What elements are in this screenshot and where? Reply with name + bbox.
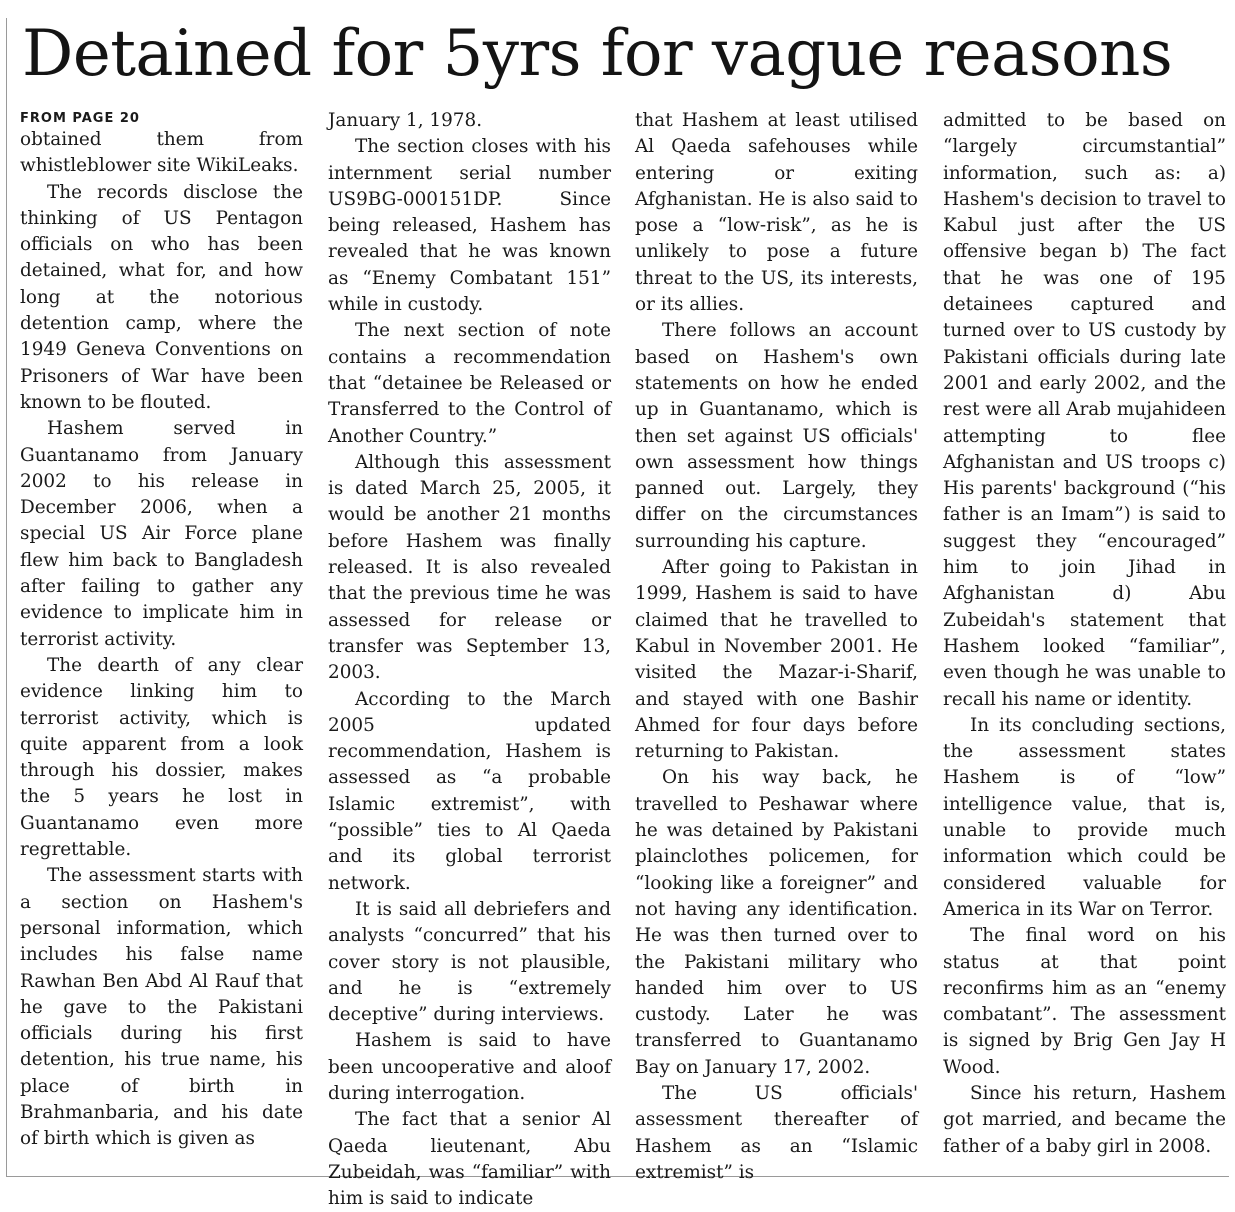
paragraph: The fact that a senior Al Qaeda lieutenant, Abu Zubeidah, was “familiar” with him is said to indicate <box>328 1109 611 1210</box>
paragraph: that Hashem at least utilised Al Qaeda safehouses while entering or exiting Afghanistan. He is also said to pose a “low-risk”, as he is unlikely to pose a future threat to the US, its interests, or its allies. <box>635 110 918 316</box>
paragraph: It is said all debriefers and analysts “concurred” that his cover story is not plausible, and he is “extremely deceptive” during interviews. <box>328 898 611 1026</box>
column-2 <box>328 108 611 1210</box>
paragraph: There follows an account based on Hashem's own statements on how he ended up in Guantanamo, which is then set against US officials' own assessment how things panned out. Largely, they differ on the circumstances surrounding his capture. <box>635 320 918 552</box>
paragraph: January 1, 1978. <box>328 110 483 131</box>
paragraph: Hashem is said to have been uncooperative and aloof during interrogation. <box>328 1030 611 1104</box>
paragraph: Since his return, Hashem got married, and became the father of a baby girl in 2008. <box>943 1082 1226 1157</box>
paragraph: The records disclose the thinking of US Pentagon officials on who has been detained, what for, and how long at the notorious detention camp, where the 1949 Geneva Conventions on Prisoners of War have been known to be flouted. <box>20 181 303 413</box>
paragraph: In its concluding sections, the assessment states Hashem is of “low” intelligence value, that is, unable to provide much information which could be considered valuable for America in its War on Terror. <box>943 714 1226 920</box>
paragraph: admitted to be based on “largely circumstantial” information, such as: a) Hashem's decision to travel to Kabul just after the US offensive began b) The fact that he was one of 195 detainees captured and turned over to US custody by Pakistani officials during late 2001 and early 2002, and the rest were all Arab mujahideen attempting to flee Afghanistan and US troops c) His parents' background (“his father is an Imam”) is said to suggest they “encouraged” him to join Jihad in Afghanistan d) Abu Zubeidah's statement that Hashem looked “familiar”, even though he was unable to recall his name or identity. <box>943 110 1226 710</box>
headline: Detained for 5yrs for vague reasons <box>22 17 1173 91</box>
paragraph: The assessment starts with a section on Hashem's personal information, which includes his false name Rawhan Ben Abd Al Rauf that he gave to the Pakistani officials during his first detention, his true name, his place of birth in Brahmanbaria, and his date of birth which is given as <box>20 865 303 1150</box>
column-3 <box>635 108 918 1183</box>
column-4 <box>943 108 1226 1168</box>
paragraph: The section closes with his internment serial number US9BG-000151DP. Since being released, Hashem has revealed that he was known as “Enemy Combatant 151” while in custody. <box>328 136 611 316</box>
paragraph: Hashem served in Guantanamo from January 2002 to his release in December 2006, when a special US Air Force plane flew him back to Bangladesh after failing to gather any evidence to implicate him in terrorist activity. <box>20 418 303 650</box>
paragraph: According to the March 2005 updated recommendation, Hashem is assessed as “a probable Islamic extremist”, with “possible” ties to Al Qaeda and its global terrorist network. <box>328 688 611 894</box>
paragraph: The dearth of any clear evidence linking him to terrorist activity, which is quite apparent from a look through his dossier, makes the 5 years he lost in Guantanamo even more regrettable. <box>20 654 303 861</box>
paragraph: Although this assessment is dated March 25, 2005, it would be another 21 months before Hashem was finally released. It is also revealed that the previous time he was assessed for release or transfer was September 13, 2003. <box>328 451 611 684</box>
column-1 <box>20 112 303 1172</box>
paragraph: After going to Pakistan in 1999, Hashem is said to have claimed that he travelled to Kabul in November 2001. He visited the Mazar-i-Sharif, and stayed with one Bashir Ahmed for four days before returning to Pakistan. <box>635 557 918 763</box>
paragraph: The US officials' assessment thereafter of Hashem as an “Islamic extremist” is <box>635 1082 918 1183</box>
paragraph: The next section of note contains a recommendation that “detainee be Released or Transferred to the Control of Another Country.” <box>328 320 611 447</box>
paragraph: obtained them from whistleblower site WikiLeaks. <box>20 129 303 177</box>
paragraph: On his way back, he travelled to Peshawar where he was detained by Pakistani plainclothes policemen, for “looking like a foreigner” and not having any identification. He was then turned over to the Pakistani military who handed him over to US custody. Later he was transferred to Guantanamo Bay on January 17, 2002. <box>635 767 918 1078</box>
continued-from-kicker: FROM PAGE 20 <box>20 111 140 126</box>
paragraph: The final word on his status at that point reconfirms him as an “enemy combatant”. The assessment is signed by Brig Gen Jay H Wood. <box>943 925 1226 1078</box>
